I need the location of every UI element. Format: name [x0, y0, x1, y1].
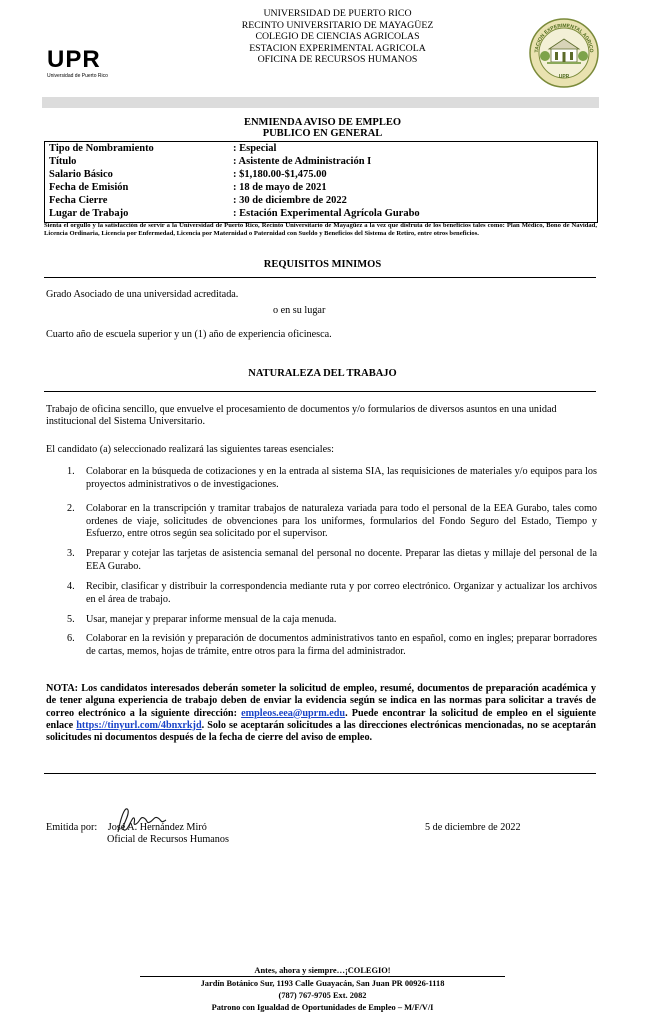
info-value: : 18 de mayo de 2021 — [233, 182, 327, 193]
requisito-line: Grado Asociado de una universidad acreditada. — [46, 289, 239, 300]
list-number: 5. — [67, 614, 75, 625]
list-text: Colaborar en la búsqueda de cotizaciones y en la entrada al sistema SIA, las requisiciones de materiales y/o equipos para los proyectos administrativos o de investigaciones. — [86, 466, 597, 490]
header-line: ESTACION EXPERIMENTAL AGRICOLA — [249, 42, 426, 54]
info-row — [49, 182, 327, 194]
info-row — [49, 195, 347, 207]
naturaleza-intro: El candidato (a) seleccionado realizará las siguientes tareas esenciales: — [46, 444, 334, 455]
list-text: Colaborar en la revisión y preparación de documentos administrativos tanto en español, como en ingles; preparar borradores de cartas, memos, hojas de trámite, entre otros para la firma del administrador. — [86, 633, 597, 657]
header-line: RECINTO UNIVERSITARIO DE MAYAGÜEZ — [241, 19, 434, 31]
section-rule — [44, 773, 596, 774]
list-item — [67, 581, 597, 606]
info-label: Título — [49, 156, 77, 167]
list-text: Usar, manejar y preparar informe mensual de la caja menuda. — [86, 614, 337, 625]
list-number: 3. — [67, 548, 75, 559]
list-item — [67, 503, 597, 541]
logo-wordmark: UPR — [47, 46, 101, 73]
footer-address: Jardín Botánico Sur, 1193 Calle Guayacán, San Juan PR 00926-1118 — [200, 979, 445, 988]
document-subtitle: PUBLICO EN GENERAL — [262, 128, 383, 139]
header-divider-band — [42, 97, 599, 108]
requisito-line: Cuarto año de escuela superior y un (1) año de experiencia oficinesca. — [46, 329, 332, 340]
list-number: 4. — [67, 581, 75, 592]
email-link[interactable]: empleos.eea@uprm.edu — [241, 707, 346, 719]
info-label: Salario Básico — [49, 169, 113, 180]
note-text: . Solo se aceptarán solicitudes a las direcciones electrónicas mencionadas, no se aceptarán solicitudes ni documentos después de la fecha de cierre del aviso de empleo. — [46, 719, 596, 744]
info-row — [49, 156, 371, 168]
list-number: 1. — [67, 466, 75, 477]
seal-bottom-text: UPR — [558, 74, 570, 80]
signer-role: Oficial de Recursos Humanos — [107, 834, 229, 845]
info-value: : 30 de diciembre de 2022 — [233, 195, 347, 206]
header-line: COLEGIO DE CIENCIAS AGRICOLAS — [255, 31, 420, 42]
header-line: UNIVERSIDAD DE PUERTO RICO — [263, 8, 412, 19]
list-text: Colaborar en la transcripción y tramitar trabajos de naturaleza variada para todo el personal de la EEA Gurabo, tales como ordenes de viaje, solicitudes de obvenciones para los uniformes, formularios del Fondo Seguro del Estado, Tiempo y Esfuerzo, entre otros según sea solicitado por el supervisor. — [86, 503, 597, 539]
logo-subtitle: Universidad de Puerto Rico — [47, 73, 108, 79]
info-label: Lugar de Trabajo — [49, 208, 129, 219]
info-value: : $1,180.00-$1,475.00 — [233, 169, 327, 180]
info-label: Fecha Cierre — [49, 195, 108, 206]
application-note — [46, 683, 596, 744]
list-item — [67, 548, 597, 573]
info-row — [49, 208, 420, 220]
naturaleza-paragraph: Trabajo de oficina sencillo, que envuelve el procesamiento de documentos y/o formularios de diversos asuntos en una unidad institucional del Sistema Universitario. — [46, 404, 557, 427]
info-label: Fecha de Emisión — [49, 182, 129, 193]
section-rule — [44, 277, 596, 278]
naturaleza-heading: NATURALEZA DEL TRABAJO — [248, 368, 397, 379]
footer-eeo: Patrono con Igualdad de Oportunidades de Empleo – M/F/V/I — [211, 1003, 434, 1012]
issued-by-label: Emitida por: — [46, 822, 98, 833]
issue-date: 5 de diciembre de 2022 — [425, 822, 521, 833]
footer-rule — [140, 976, 505, 977]
requisitos-heading: REQUISITOS MINIMOS — [263, 259, 382, 270]
section-rule — [44, 391, 596, 392]
info-row — [49, 169, 327, 181]
signer-name: José A. Hernández Miró — [107, 822, 207, 833]
requisito-alternative: o en su lugar — [273, 305, 326, 316]
list-number: 6. — [67, 633, 75, 644]
list-item — [67, 633, 597, 658]
application-form-link[interactable]: https://tinyurl.com/4bnxrkjd — [76, 719, 202, 731]
info-label: Tipo de Nombramiento — [49, 143, 154, 154]
note-text: NOTA: Los candidatos interesados deberán someter la solicitud de empleo, resumé, documentos de preparación académica y de tener alguna experiencia de trabajo deben de enviar la evidencia según se indica en las normas para solicitar a través de correo electrónico a la siguiente dirección: — [46, 683, 596, 719]
info-value: : Estación Experimental Agrícola Gurabo — [233, 208, 420, 219]
header-line: OFICINA DE RECURSOS HUMANOS — [257, 54, 418, 65]
job-info-box — [44, 141, 598, 223]
station-seal-icon — [529, 18, 599, 88]
list-text: Recibir, clasificar y distribuir la correspondencia mediante ruta y por correo electrónico. Organizar y actualizar los archivos en el área de trabajo. — [86, 581, 597, 605]
list-item — [67, 466, 597, 491]
seal-top-text: TACION EXPERIMENTAL AGRICO — [533, 22, 595, 53]
list-number: 2. — [67, 503, 75, 514]
benefits-fineprint: Sienta el orgullo y la satisfacción de servir a la Universidad de Puerto Rico, Recinto Universitario de Mayagüez a la vez que disfruta de los beneficios tales como: Plan Médico, Bono de Navidad, Licencia Ordinaria, Licencia por Enfermedad, Licencia por Maternidad o Paternidad con Sueldo y Beneficios del Sistema de Retiro, entre otros beneficios. — [44, 222, 597, 238]
info-value: : Asistente de Administración I — [233, 156, 372, 167]
note-text: . Puede encontrar la solicitud de empleo en el siguiente enlace — [46, 707, 596, 731]
footer-slogan: Antes, ahora y siempre…¡COLEGIO! — [254, 966, 391, 975]
list-item — [67, 614, 597, 627]
issued-by — [46, 822, 207, 834]
info-row — [49, 143, 276, 155]
list-text: Preparar y cotejar las tarjetas de asistencia semanal del personal no docente. Preparar las dietas y millaje del personal de la EEA Gurabo. — [86, 548, 597, 572]
footer-phone: (787) 767-9705 Ext. 2082 — [278, 991, 367, 1000]
document-title: ENMIENDA AVISO DE EMPLEO — [243, 117, 402, 128]
info-value: : Especial — [233, 143, 277, 154]
